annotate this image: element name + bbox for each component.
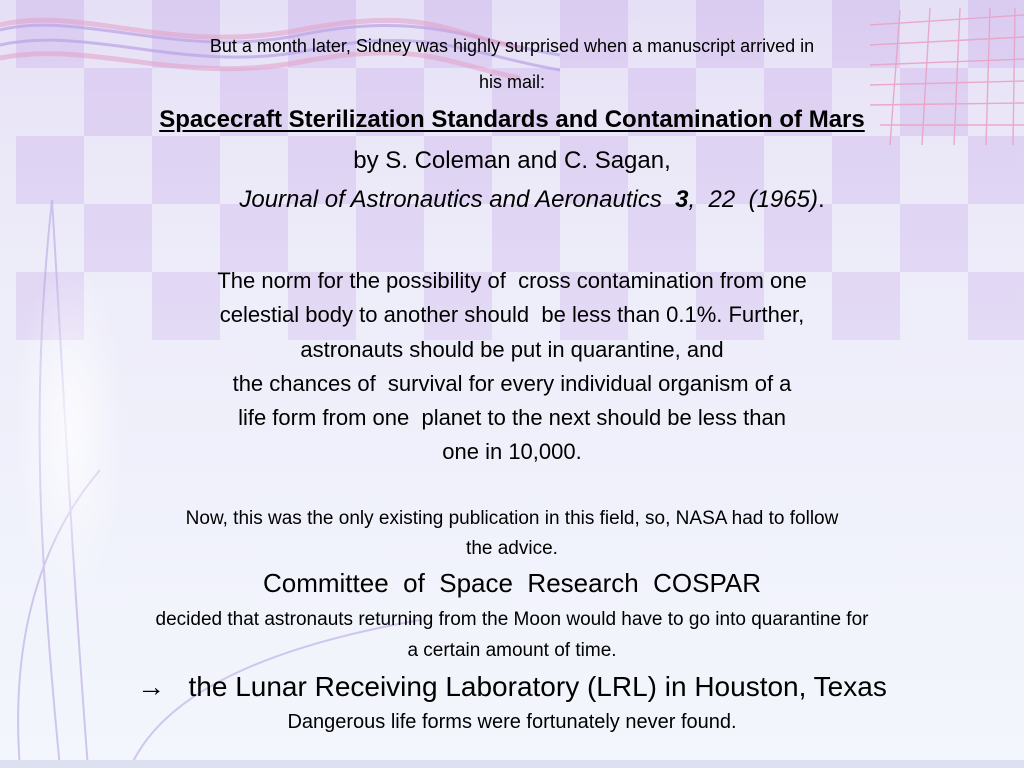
nasa-line: the advice. [466, 538, 558, 559]
intro-line: But a month later, Sidney was highly surprised when a manuscript arrived in [209, 36, 815, 56]
norm-line: astronauts should be put in quarantine, and [300, 337, 724, 362]
norm-line: one in 10,000. [442, 439, 582, 464]
journal-period: . [817, 186, 825, 213]
paper-title: Spacecraft Sterilization Standards and Contamination of Mars [159, 106, 865, 133]
paper-authors: by S. Coleman and C. Sagan, [353, 147, 671, 174]
decided-line: decided that astronauts returning from the Moon would have to go into quarantine for [155, 609, 869, 630]
journal-comma: , [688, 186, 696, 213]
intro-line: his mail: [478, 72, 545, 92]
journal-name: Journal of Astronautics and Aeronautics [239, 186, 662, 213]
arrow-icon: → [137, 671, 166, 702]
norm-line: life form from one planet to the next should be less than [238, 405, 786, 430]
journal-volume: 3 [675, 186, 689, 213]
cospar-heading: Committee of Space Research COSPAR [262, 568, 762, 598]
final-line: Dangerous life forms were fortunately never found. [287, 711, 737, 733]
lrl-text: the Lunar Receiving Laboratory (LRL) in Houston, Texas [188, 671, 887, 702]
journal-page: 22 [708, 186, 736, 213]
norm-line: The norm for the possibility of cross contamination from one [217, 268, 807, 293]
decided-line: a certain amount of time. [407, 640, 617, 661]
journal-citation [0, 186, 1024, 214]
lrl-line [0, 671, 1024, 703]
journal-year: (1965) [748, 186, 818, 213]
nasa-line: Now, this was the only existing publication in this field, so, NASA had to follow [185, 508, 839, 529]
norm-line: celestial body to another should be less than 0.1%. Further, [219, 302, 805, 327]
norm-line: the chances of survival for every individual organism of a [232, 371, 792, 396]
